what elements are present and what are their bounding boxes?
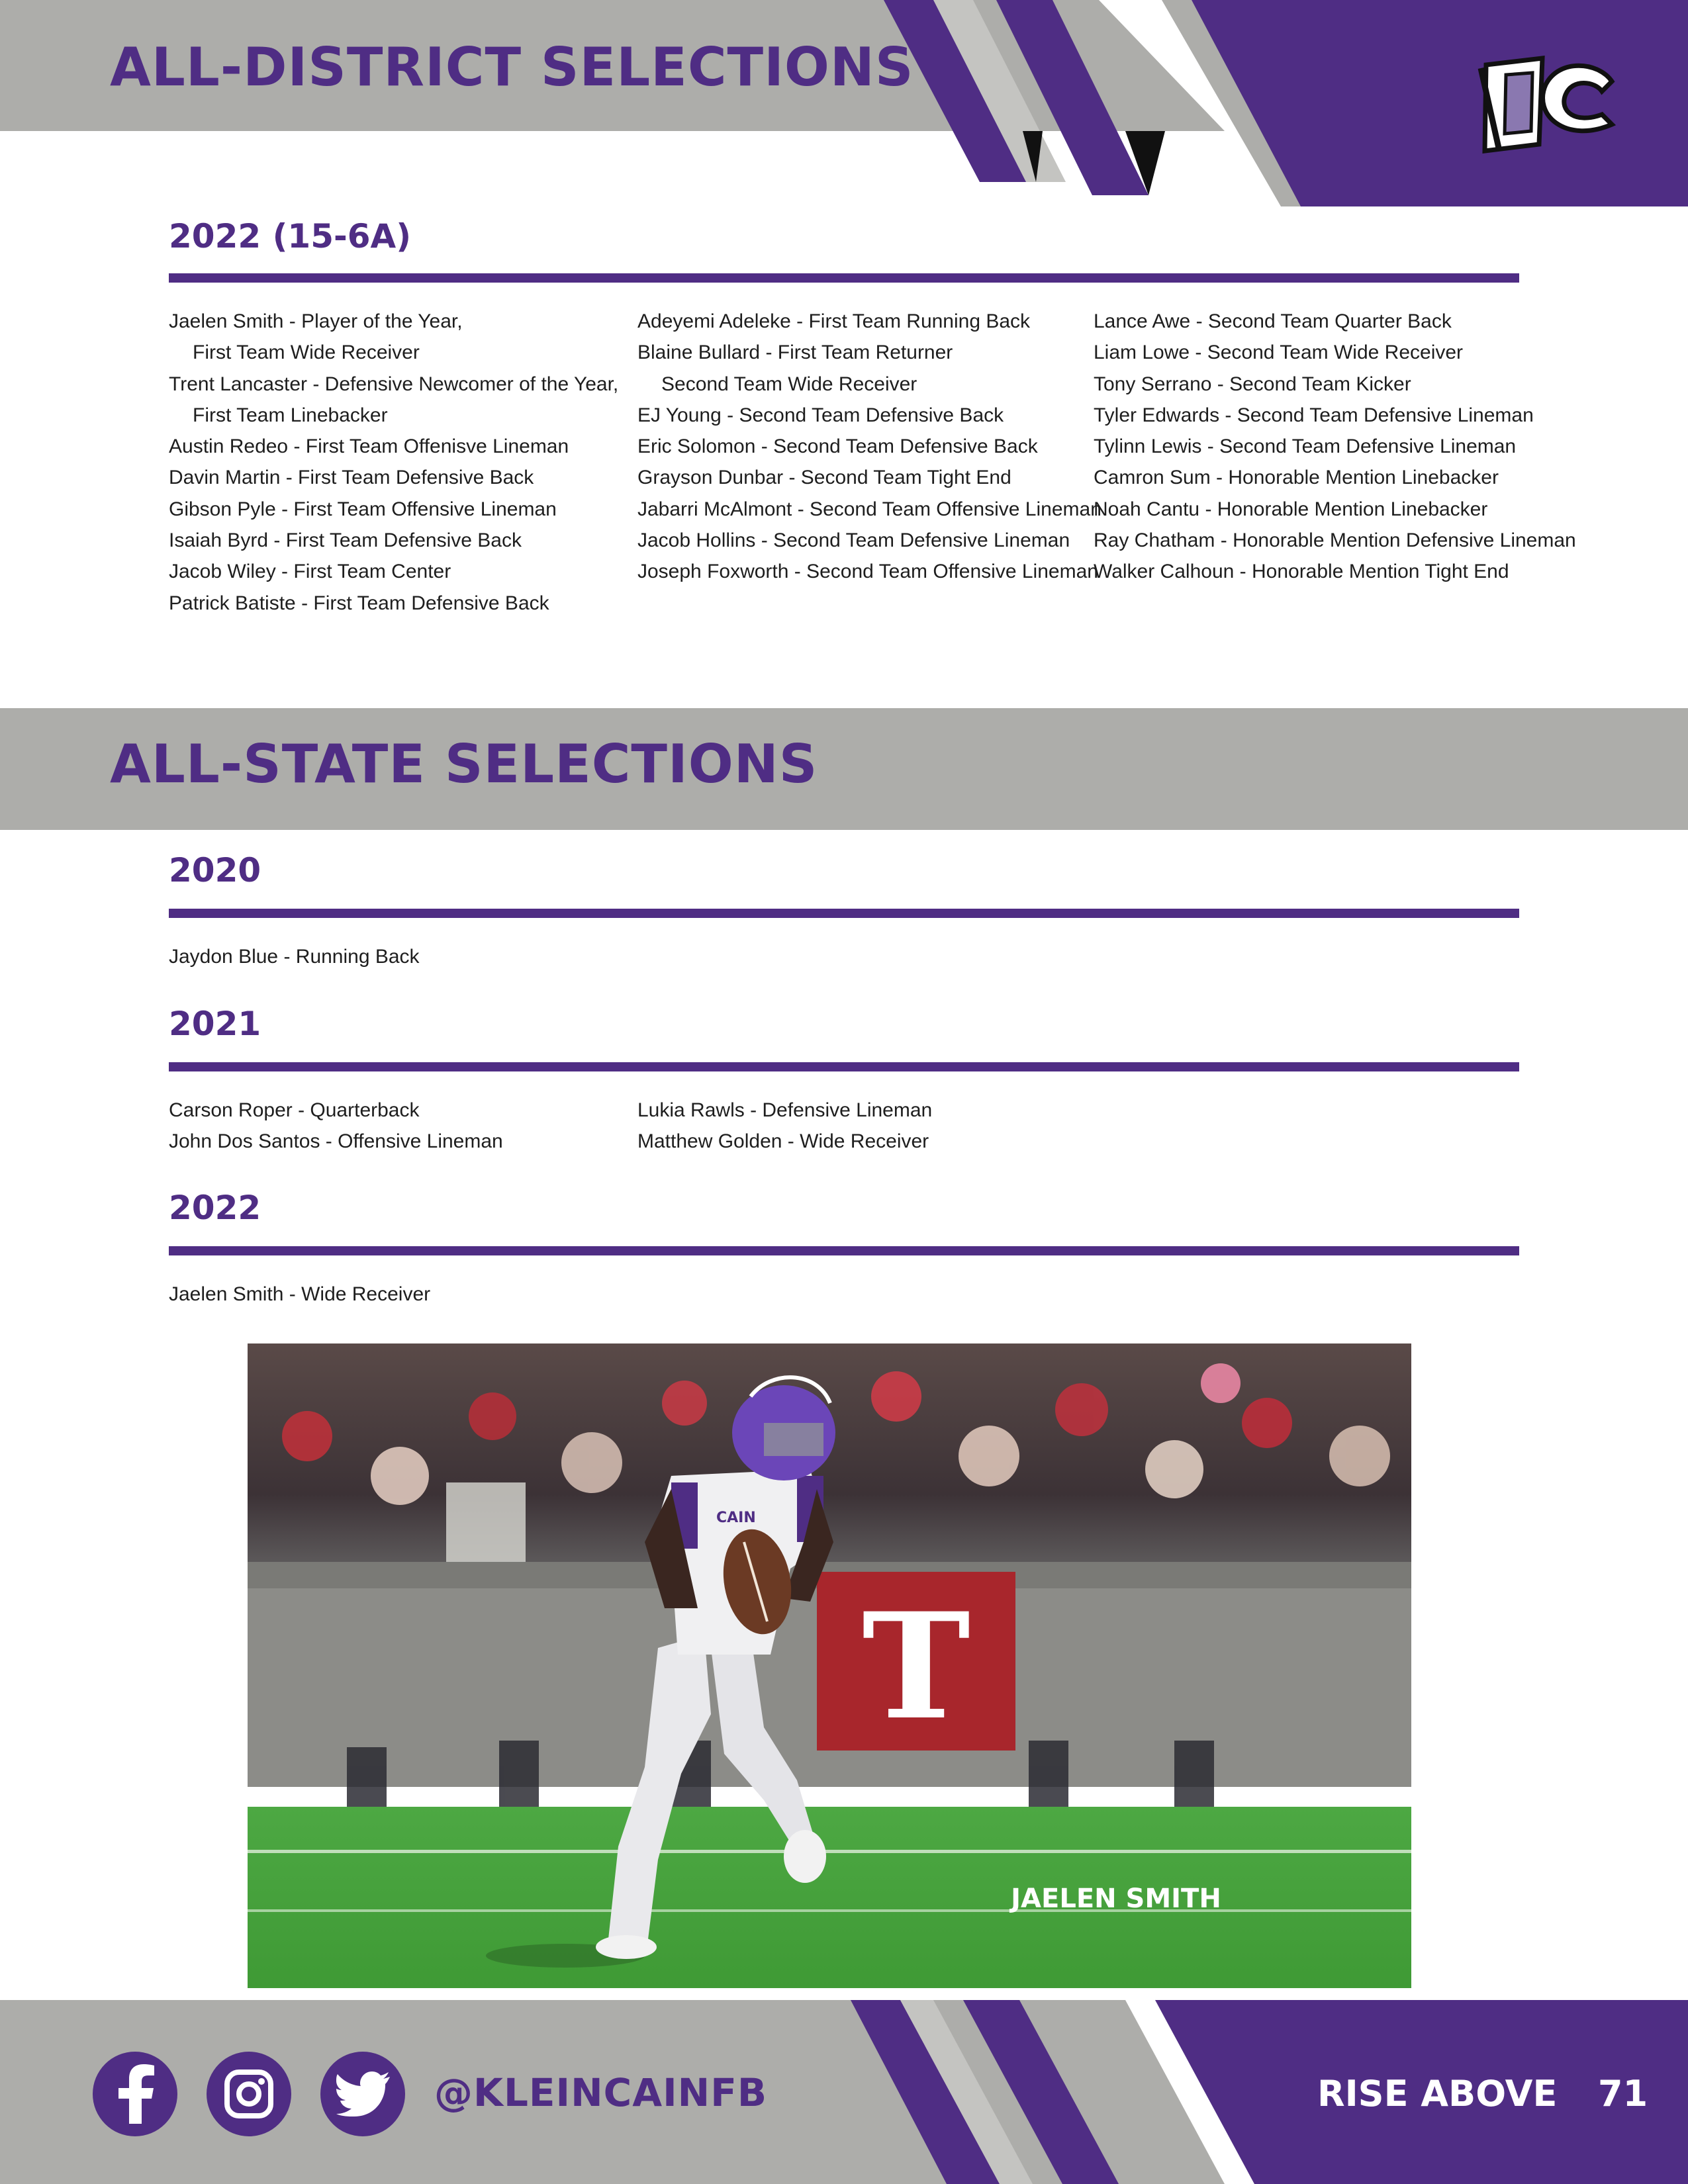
district-rule	[169, 273, 1519, 283]
list-item: First Team Wide Receiver	[193, 341, 420, 364]
list-item: Second Team Wide Receiver	[661, 373, 917, 395]
state-2020-label: 2020	[169, 851, 261, 889]
list-item: Carson Roper - Quarterback	[169, 1099, 420, 1121]
district-column-2	[637, 306, 1102, 588]
district-subtitle: 2022 (15-6A)	[169, 217, 412, 255]
list-item: Jaelen Smith - Player of the Year,	[169, 310, 463, 332]
page-title: ALL-DISTRICT SELECTIONS	[110, 36, 914, 98]
list-item: Jaydon Blue - Running Back	[169, 946, 420, 968]
facebook-icon[interactable]	[93, 2052, 177, 2136]
state-2021-column-1	[169, 1095, 503, 1158]
team-logo	[1466, 52, 1625, 161]
list-item: Eric Solomon - Second Team Defensive Back	[637, 435, 1038, 458]
list-item: Austin Redeo - First Team Offenisve Lineman	[169, 435, 569, 458]
list-item: Davin Martin - First Team Defensive Back	[169, 467, 534, 489]
list-item: Isaiah Byrd - First Team Defensive Back	[169, 529, 522, 552]
district-column-3	[1094, 306, 1576, 588]
list-item: Tyler Edwards - Second Team Defensive Lineman	[1094, 404, 1534, 426]
jersey-text: CAIN	[716, 1510, 756, 1526]
photo-caption: JAELEN SMITH	[1011, 1884, 1221, 1914]
state-2020-list	[169, 941, 420, 972]
district-column-1	[169, 306, 626, 619]
player-photo	[248, 1343, 1411, 1988]
list-item: Joseph Foxworth - Second Team Offensive Lineman	[637, 561, 1098, 583]
state-2021-rule	[169, 1062, 1519, 1071]
twitter-icon[interactable]	[320, 2052, 405, 2136]
list-item: Grayson Dunbar - Second Team Tight End	[637, 467, 1011, 489]
list-item: Lukia Rawls - Defensive Lineman	[637, 1099, 933, 1121]
list-item: Trent Lancaster - Defensive Newcomer of the Year,	[169, 373, 619, 395]
list-item: Jacob Hollins - Second Team Defensive Lineman	[637, 529, 1070, 552]
footer	[0, 2000, 1688, 2184]
list-item: Matthew Golden - Wide Receiver	[637, 1130, 929, 1153]
list-item: Jabarri McAlmont - Second Team Offensive Lineman	[637, 498, 1102, 520]
list-item: Blaine Bullard - First Team Returner	[637, 341, 953, 364]
list-item: Jaelen Smith - Wide Receiver	[169, 1283, 431, 1305]
header-graphics	[0, 0, 1688, 212]
list-item: First Team Linebacker	[193, 404, 388, 426]
social-handle[interactable]: @KLEINCAINFB	[434, 2070, 768, 2115]
top-header	[0, 0, 1688, 212]
state-2022-rule	[169, 1246, 1519, 1255]
list-item: Jacob Wiley - First Team Center	[169, 561, 451, 583]
list-item: Adeyemi Adeleke - First Team Running Back	[637, 310, 1031, 332]
page-number: 71	[1598, 2073, 1648, 2115]
instagram-icon[interactable]	[207, 2052, 291, 2136]
banner-letter: T	[862, 1580, 970, 1752]
list-item: John Dos Santos - Offensive Lineman	[169, 1130, 503, 1153]
list-item: Ray Chatham - Honorable Mention Defensive Lineman	[1094, 529, 1576, 552]
list-item: Gibson Pyle - First Team Offensive Lineman	[169, 498, 557, 520]
state-2021-label: 2021	[169, 1005, 261, 1043]
list-item: EJ Young - Second Team Defensive Back	[637, 404, 1004, 426]
list-item: Noah Cantu - Honorable Mention Linebacker	[1094, 498, 1488, 520]
state-2022-list	[169, 1279, 430, 1310]
slogan: RISE ABOVE	[1317, 2073, 1558, 2115]
list-item: Camron Sum - Honorable Mention Linebacker	[1094, 467, 1499, 489]
state-2021-column-2	[637, 1095, 932, 1158]
list-item: Tony Serrano - Second Team Kicker	[1094, 373, 1411, 395]
state-2022-label: 2022	[169, 1189, 261, 1227]
list-item: Patrick Batiste - First Team Defensive Back	[169, 592, 549, 614]
list-item: Liam Lowe - Second Team Wide Receiver	[1094, 341, 1464, 364]
list-item: Lance Awe - Second Team Quarter Back	[1094, 310, 1452, 332]
state-title: ALL-STATE SELECTIONS	[110, 733, 818, 795]
list-item: Walker Calhoun - Honorable Mention Tight End	[1094, 561, 1509, 583]
state-2020-rule	[169, 909, 1519, 918]
list-item: Tylinn Lewis - Second Team Defensive Lineman	[1094, 435, 1517, 458]
